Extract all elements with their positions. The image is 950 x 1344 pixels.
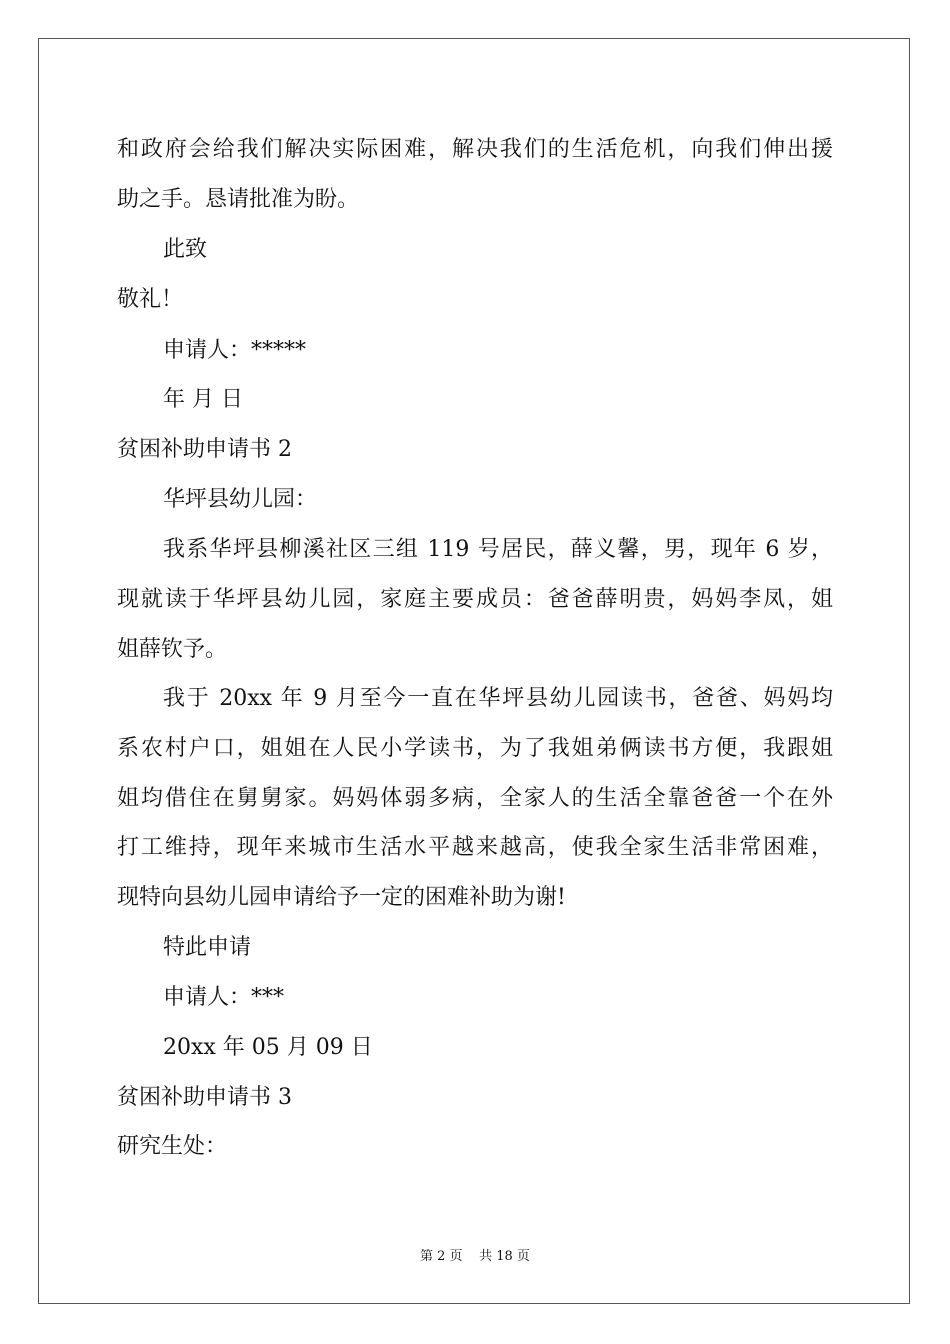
- text-line: 打工维持，现年来城市生活水平越来越高，使我全家生活非常困难，: [117, 835, 833, 860]
- page-total: 共 18 页: [479, 1249, 530, 1264]
- date-line: 年 月 日: [163, 387, 243, 412]
- text-line: 我于 20xx 年 9 月至今一直在华坪县幼儿园读书，爸爸、妈妈均: [163, 686, 833, 711]
- closing-salutation: 此致: [163, 237, 208, 262]
- page-footer: [0, 1245, 950, 1264]
- applicant-signature: 申请人：***: [163, 985, 285, 1010]
- text-line: 我系华坪县柳溪社区三组 119 号居民，薛义馨，男，现年 6 岁，: [163, 537, 833, 562]
- section-heading: 贫困补助申请书 2: [117, 437, 292, 462]
- applicant-signature: 申请人：*****: [163, 338, 307, 363]
- date-line: 20xx 年 05 月 09 日: [163, 1035, 373, 1060]
- text-line: 现特向县幼儿园申请给予一定的困难补助为谢!: [117, 885, 566, 910]
- text-line: 现就读于华坪县幼儿园，家庭主要成员：爸爸薛明贵，妈妈李凤，姐: [117, 587, 833, 612]
- page-border: [38, 38, 910, 1304]
- recipient-line: 研究生处：: [117, 1134, 228, 1159]
- text-line: 系农村户口，姐姐在人民小学读书，为了我姐弟俩读书方便，我跟姐: [117, 736, 833, 761]
- text-line: 和政府会给我们解决实际困难，解决我们的生活危机，向我们伸出援: [117, 137, 833, 162]
- section-heading: 贫困补助申请书 3: [117, 1085, 292, 1110]
- closing-regards: 敬礼！: [117, 287, 184, 312]
- text-line: 助之手。恳请批准为盼。: [117, 187, 360, 212]
- closing-salutation: 特此申请: [163, 935, 252, 960]
- text-line: 姐薛钦予。: [117, 637, 228, 662]
- text-line: 姐均借住在舅舅家。妈妈体弱多病，全家人的生活全靠爸爸一个在外: [117, 786, 833, 811]
- recipient-line: 华坪县幼儿园：: [163, 487, 318, 512]
- page-number: 第 2 页: [420, 1249, 463, 1264]
